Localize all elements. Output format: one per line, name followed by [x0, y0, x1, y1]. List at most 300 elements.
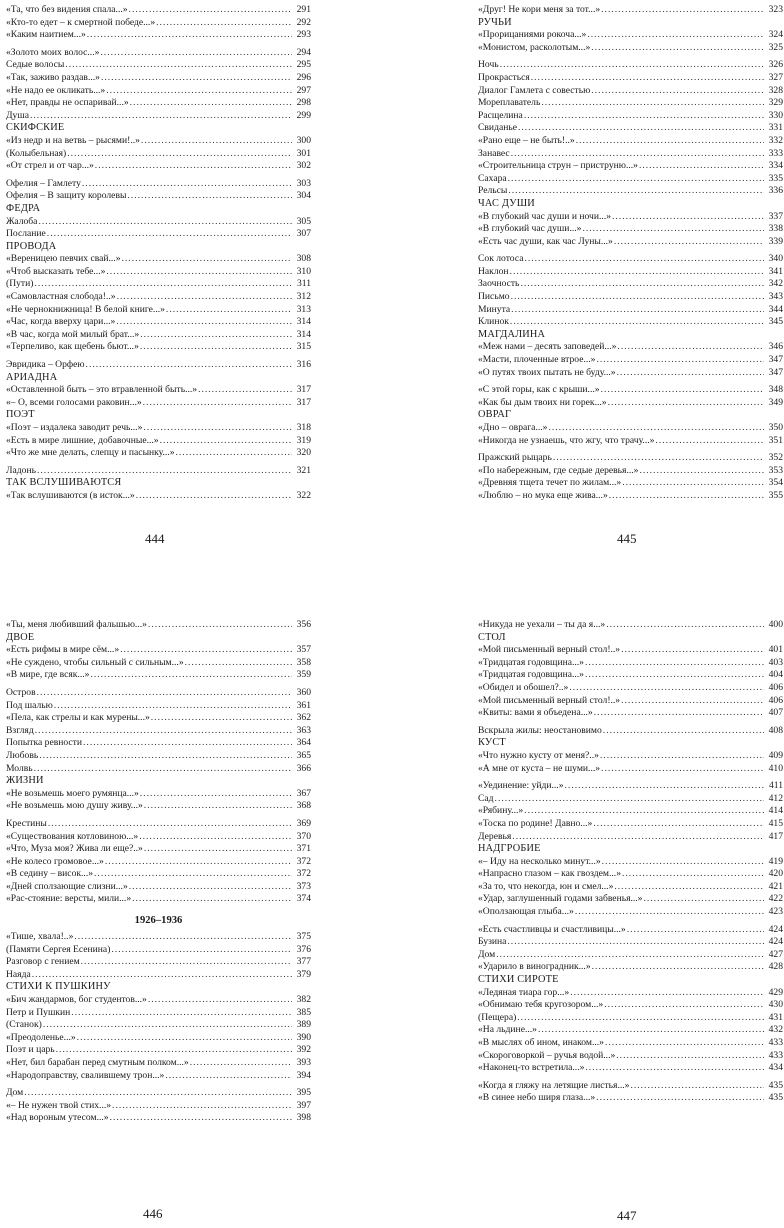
entry-page-number: 301	[296, 147, 311, 159]
toc-entry	[478, 1012, 783, 1025]
entry-title: «Дно – оврага...»	[478, 422, 548, 433]
entry-page-number: 372	[296, 868, 311, 880]
toc-entry	[478, 236, 783, 249]
entry-title: «Мой письменный верный стол!..»	[478, 644, 621, 656]
toc-entry	[6, 1032, 311, 1045]
dot-leader	[67, 148, 292, 161]
entry-title: «Меж нами – десять заповедей...»	[478, 341, 617, 353]
toc-entry	[6, 725, 311, 738]
dot-leader	[508, 185, 764, 198]
dot-leader	[565, 780, 764, 793]
entry-page-number: 367	[296, 787, 311, 799]
entry-title: «Поэт – издалека заводит речь...»	[6, 422, 143, 433]
dot-leader	[591, 85, 764, 98]
dot-leader	[37, 465, 292, 478]
entry-page-number: 311	[296, 278, 311, 290]
entry-page-number: 327	[768, 71, 783, 83]
dot-leader	[111, 944, 292, 957]
toc-entry	[478, 465, 783, 478]
entry-page-number: 339	[768, 235, 783, 247]
entry-page-number: 366	[296, 762, 311, 774]
toc-entry	[478, 619, 783, 632]
dot-leader	[511, 148, 764, 161]
toc-entry	[478, 961, 783, 974]
dot-leader	[616, 1050, 764, 1063]
section-heading: ПОЭТ	[6, 409, 35, 421]
entry-title: «Есть в мире лишние, добавочные...»	[6, 434, 159, 446]
toc-entry	[6, 422, 311, 435]
toc-entry	[478, 725, 783, 738]
entry-page-number: 412	[768, 792, 783, 804]
entry-title: «Вереницею певчих свай...»	[6, 253, 121, 265]
toc-entry	[6, 881, 311, 894]
entry-title: Сок лотоса	[478, 253, 524, 265]
dot-leader	[48, 818, 292, 831]
entry-page-number: 390	[296, 1031, 311, 1043]
entry-page-number: 419	[768, 855, 783, 867]
entry-page-number: 354	[768, 477, 783, 489]
entry-page-number: 356	[296, 619, 311, 630]
dot-leader	[148, 994, 292, 1007]
page-446	[6, 619, 311, 1221]
dot-leader	[74, 931, 292, 944]
toc-entry	[478, 750, 783, 763]
dot-leader	[81, 956, 292, 969]
toc-entry	[6, 178, 311, 191]
section-heading: ТАК ВСЛУШИВАЮТСЯ	[6, 477, 122, 489]
entry-page-number: 358	[296, 656, 311, 668]
entry-page-number: 430	[768, 999, 783, 1011]
entry-title: Попытка ревности	[6, 737, 83, 749]
toc-entry	[478, 173, 783, 186]
toc-entry	[6, 644, 311, 657]
entry-title: Офелия – Гамлету	[6, 177, 81, 189]
entry-page-number: 423	[768, 906, 783, 918]
toc-entry	[478, 85, 783, 98]
toc-entry	[478, 185, 783, 198]
entry-title: «Друг! Не кори меня за тот...»	[478, 4, 601, 15]
toc-entry	[6, 750, 311, 763]
dot-leader	[86, 359, 292, 372]
dot-leader	[143, 397, 292, 410]
toc-entry	[478, 367, 783, 380]
entry-title: (Колыбельная)	[6, 147, 67, 159]
toc-entry	[478, 452, 783, 465]
entry-page-number: 314	[296, 316, 311, 328]
dot-leader	[143, 422, 292, 435]
toc-entry	[6, 59, 311, 72]
dot-leader	[56, 1044, 292, 1057]
toc-entry	[6, 316, 311, 329]
entry-page-number: 375	[296, 931, 311, 943]
entry-title: «Наконец-то встретила...»	[478, 1062, 585, 1074]
toc-entry	[6, 384, 311, 397]
entry-title: «Есть рифмы в мире сём...»	[6, 644, 120, 656]
entry-title: «Каким наитием...»	[6, 29, 86, 41]
entry-page-number: 320	[296, 447, 311, 459]
toc-entry	[478, 793, 783, 806]
dot-leader	[77, 1032, 292, 1045]
toc-entry	[478, 59, 783, 72]
toc-entry	[478, 304, 783, 317]
entry-page-number: 313	[296, 303, 311, 315]
entry-page-number: 334	[768, 160, 783, 172]
entry-title: «Что нужно кусту от меня?..»	[478, 749, 599, 761]
entry-title: «Нет, правды не оспаривай...»	[6, 97, 129, 109]
dot-leader	[548, 422, 764, 435]
dot-leader	[32, 969, 292, 982]
entry-title: «Квиты: вами я объедена...»	[478, 707, 593, 719]
entry-title: «По набережным, где седые деревья...»	[478, 464, 639, 476]
entry-title: «Из недр и на ветвь – рысями!..»	[6, 134, 140, 146]
toc-entry	[6, 447, 311, 460]
entry-title: «Что же мне делать, слепцу и пасынку...»	[6, 447, 175, 459]
dot-leader	[524, 805, 764, 818]
toc-entry	[6, 1112, 311, 1125]
section-heading: СКИФСКИЕ	[6, 122, 65, 134]
entry-page-number: 389	[296, 1019, 311, 1031]
entry-title: «Есть час души, как час Луны...»	[478, 235, 613, 247]
dot-leader	[604, 999, 764, 1012]
entry-page-number: 350	[768, 422, 783, 433]
dot-leader	[83, 737, 292, 750]
toc-entry	[478, 477, 783, 490]
entry-page-number: 325	[768, 41, 783, 53]
entry-page-number: 410	[768, 762, 783, 774]
entry-page-number: 357	[296, 644, 311, 656]
entry-page-number: 317	[296, 396, 311, 408]
dot-leader	[144, 843, 292, 856]
dot-leader	[94, 868, 292, 881]
toc-entry	[478, 1037, 783, 1050]
entry-page-number: 428	[768, 961, 783, 973]
entry-page-number: 415	[768, 817, 783, 829]
dot-leader	[585, 657, 764, 670]
dot-leader	[34, 278, 292, 291]
entry-title: Молвь	[6, 762, 33, 774]
toc-entry	[6, 253, 311, 266]
toc-entry	[478, 805, 783, 818]
dot-leader	[596, 354, 764, 367]
entry-page-number: 332	[768, 134, 783, 146]
dot-leader	[585, 1062, 764, 1075]
entry-page-number: 347	[768, 354, 783, 366]
dot-leader	[510, 266, 764, 279]
page-number: 446	[143, 1206, 163, 1221]
dot-leader	[605, 1037, 764, 1050]
toc-entry	[6, 1007, 311, 1020]
dot-leader	[140, 329, 292, 342]
entry-title: Заочность	[478, 278, 520, 290]
dot-leader	[594, 707, 764, 720]
dot-leader	[140, 341, 292, 354]
toc-entry	[478, 831, 783, 844]
toc-entry	[6, 956, 311, 969]
dot-leader	[601, 4, 764, 17]
toc-entry	[478, 924, 783, 937]
dot-leader	[622, 477, 764, 490]
entry-page-number: 337	[768, 210, 783, 222]
entry-title: «Нет, бил барабан перед смутным полком...»	[6, 1057, 189, 1068]
section-heading: ФЕДРА	[6, 202, 41, 214]
section-heading: АРИАДНА	[6, 371, 58, 383]
entry-page-number: 347	[768, 366, 783, 378]
entry-title: «Преодоленье...»	[6, 1031, 76, 1043]
entry-page-number: 369	[296, 817, 311, 829]
entry-page-number: 317	[296, 384, 311, 396]
dot-leader	[609, 490, 764, 503]
toc-entry	[6, 160, 311, 173]
dot-leader	[95, 160, 292, 173]
entry-page-number: 433	[768, 1037, 783, 1048]
dot-leader	[110, 1112, 292, 1125]
entry-page-number: 427	[768, 948, 783, 960]
dot-leader	[582, 223, 764, 236]
dot-leader	[541, 97, 764, 110]
entry-title: «Кто-то едет – к смертной победе...»	[6, 16, 156, 28]
entry-page-number: 335	[768, 172, 783, 184]
dot-leader	[130, 97, 292, 110]
dot-leader	[630, 1080, 764, 1093]
entry-page-number: 304	[296, 190, 311, 202]
entry-page-number: 319	[296, 434, 311, 446]
entry-title: «Не возьмешь моего румянца...»	[6, 787, 139, 799]
toc-entry	[6, 868, 311, 881]
toc-entry	[478, 29, 783, 42]
entry-page-number: 362	[296, 712, 311, 724]
entry-title: Расщелина	[478, 109, 523, 121]
toc-entry	[6, 788, 311, 801]
entry-title: «Тридцатая годовщина...»	[478, 656, 584, 668]
toc-entry	[6, 763, 311, 776]
dot-leader	[601, 384, 764, 397]
dot-leader	[37, 687, 292, 700]
dot-leader	[166, 304, 292, 317]
dot-leader	[524, 110, 764, 123]
toc-entry	[478, 657, 783, 670]
entry-page-number: 307	[296, 228, 311, 240]
dot-leader	[524, 253, 764, 266]
dot-leader	[185, 657, 292, 670]
dot-leader	[602, 856, 764, 869]
entry-page-number: 429	[768, 986, 783, 998]
entry-title: «Оползающая глыба...»	[478, 906, 574, 918]
entry-title: «Существования котловиною...»	[6, 830, 139, 842]
entry-page-number: 297	[296, 84, 311, 96]
entry-page-number: 328	[768, 84, 783, 96]
entry-title: «Над вороным утесом...»	[6, 1112, 109, 1124]
toc-entry	[6, 1044, 311, 1057]
entry-page-number: 417	[768, 830, 783, 842]
entry-page-number: 363	[296, 724, 311, 736]
toc-entry	[6, 329, 311, 342]
entry-page-number: 408	[768, 724, 783, 736]
toc-entry	[478, 160, 783, 173]
entry-page-number: 312	[296, 291, 311, 303]
entry-page-number: 401	[768, 644, 783, 656]
toc-entry	[6, 669, 311, 682]
entry-title: «На льдине...»	[478, 1024, 537, 1036]
entry-page-number: 414	[768, 805, 783, 817]
entry-title: «Не чернокнижница! В белой книге...»	[6, 303, 165, 315]
toc-entry	[478, 316, 783, 329]
entry-page-number: 398	[296, 1112, 311, 1124]
toc-entry	[478, 1062, 783, 1075]
dot-leader	[531, 72, 764, 85]
toc-entry	[478, 42, 783, 55]
entry-page-number: 435	[768, 1092, 783, 1104]
toc-entry	[478, 669, 783, 682]
entry-page-number: 351	[768, 434, 783, 446]
entry-title: (Пещера)	[478, 1011, 517, 1023]
toc-entry	[6, 278, 311, 291]
entry-page-number: 404	[768, 669, 783, 681]
toc-entry	[6, 1019, 311, 1032]
entry-title: «Пела, как стрелы и как мурены...»	[6, 712, 150, 724]
toc-entry	[478, 707, 783, 720]
entry-page-number: 403	[768, 656, 783, 668]
entry-page-number: 409	[768, 749, 783, 761]
entry-title: «В мире, где всяк...»	[6, 669, 90, 681]
toc-entry	[6, 700, 311, 713]
entry-title: «Строительница струн – приструню...»	[478, 160, 638, 172]
dot-leader	[65, 59, 292, 72]
entry-title: Жалоба	[6, 215, 38, 227]
dot-leader	[639, 465, 764, 478]
toc-entry	[478, 422, 783, 435]
dot-leader	[116, 316, 292, 329]
entry-page-number: 365	[296, 749, 311, 761]
dot-leader	[608, 397, 764, 410]
entry-page-number: 400	[768, 619, 783, 630]
dot-leader	[512, 831, 764, 844]
dot-leader	[600, 750, 764, 763]
toc-entry	[6, 17, 311, 30]
entry-title: «Тоска по родине! Давно...»	[478, 817, 593, 829]
toc-entry	[478, 72, 783, 85]
dot-leader	[570, 987, 764, 1000]
entry-title: Сахара	[478, 172, 507, 184]
entry-page-number: 359	[296, 669, 311, 681]
toc-entry	[478, 868, 783, 881]
section-heading: МАГДАЛИНА	[478, 328, 546, 340]
entry-title: «Не колесо громовое...»	[6, 855, 104, 867]
section-heading: СТИХИ СИРОТЕ	[478, 974, 559, 986]
dot-leader	[511, 304, 764, 317]
dot-leader	[122, 253, 293, 266]
entry-title: «Час, когда вверху цари...»	[6, 316, 116, 328]
dot-leader	[569, 682, 764, 695]
entry-title: «Никогда не узнаешь, что жгу, что трачу...»	[478, 434, 655, 446]
entry-title: «Удар, заглушенный годами забвенья...»	[478, 893, 643, 905]
entry-title: «Обидел и обошел?..»	[478, 681, 569, 693]
dot-leader	[495, 793, 764, 806]
entry-title: «О путях твоих пытать не буду...»	[478, 366, 616, 378]
entry-title: Сад	[478, 792, 494, 804]
section-heading: СТОЛ	[478, 631, 506, 643]
toc-entry	[6, 1087, 311, 1100]
entry-title: «С этой горы, как с крыши...»	[478, 384, 600, 396]
dot-leader	[82, 178, 292, 191]
entry-page-number: 372	[296, 855, 311, 867]
dot-leader	[198, 384, 292, 397]
dot-leader	[43, 1019, 292, 1032]
dot-leader	[511, 291, 764, 304]
entry-title: «Обнимаю тебя кругозором...»	[478, 999, 604, 1011]
entry-page-number: 338	[768, 223, 783, 235]
entry-title: «– Иду на несколько минут...»	[478, 855, 601, 867]
dot-leader	[655, 435, 764, 448]
toc-entry	[478, 354, 783, 367]
dot-leader	[151, 712, 292, 725]
toc-entry	[478, 949, 783, 962]
entry-title: (Пути)	[6, 278, 34, 290]
dot-leader	[144, 800, 292, 813]
toc-entry	[6, 490, 311, 503]
dot-leader	[39, 750, 292, 763]
entry-page-number: 340	[768, 253, 783, 265]
section-heading: КУСТ	[478, 737, 506, 749]
toc-entry	[478, 906, 783, 919]
entry-page-number: 330	[768, 109, 783, 121]
entry-page-number: 343	[768, 291, 783, 303]
entry-title: Офелия – В защиту королевы	[6, 190, 127, 202]
toc-entry	[6, 190, 311, 203]
toc-entry	[478, 490, 783, 503]
entry-title: Ночь	[478, 59, 499, 71]
dot-leader	[593, 818, 764, 831]
entry-page-number: 374	[296, 893, 311, 905]
toc-entry	[6, 800, 311, 813]
entry-page-number: 407	[768, 707, 783, 719]
entry-title: «Не суждено, чтобы сильный с сильным...»	[6, 656, 184, 668]
toc-entry	[6, 29, 311, 42]
entry-page-number: 434	[768, 1062, 783, 1074]
toc-entry	[6, 228, 311, 241]
section-heading: РУЧЬИ	[478, 16, 512, 28]
entry-title: Прокрасться	[478, 71, 530, 83]
entry-page-number: 348	[768, 384, 783, 396]
dot-leader	[518, 122, 764, 135]
entry-title: «Ты, меня любивший фальшью...»	[6, 619, 147, 630]
entry-title: «Та, что без видения спала...»	[6, 4, 128, 15]
dot-leader	[140, 788, 292, 801]
entry-title: «Ледяная тиара гор...»	[478, 986, 570, 998]
entry-title: Наклон	[478, 265, 509, 277]
toc-entry	[478, 291, 783, 304]
toc-list	[478, 619, 783, 1105]
entry-title: «Рано еще – не быть!..»	[478, 134, 575, 146]
entry-page-number: 342	[768, 278, 783, 290]
dot-leader	[621, 695, 764, 708]
dot-leader	[34, 763, 292, 776]
entry-page-number: 333	[768, 147, 783, 159]
toc-entry	[6, 110, 311, 123]
entry-page-number: 411	[768, 780, 783, 792]
entry-page-number: 291	[296, 4, 311, 15]
entry-title: (Памяти Сергея Есенина)	[6, 943, 111, 955]
entry-title: «Так, заживо раздав...»	[6, 71, 100, 83]
toc-entry	[478, 999, 783, 1012]
entry-page-number: 326	[768, 59, 783, 71]
toc-entry	[478, 397, 783, 410]
toc-entry	[478, 435, 783, 448]
entry-title: «Есть счастливцы и счастливицы...»	[478, 923, 626, 935]
dot-leader	[120, 644, 292, 657]
dot-leader	[496, 949, 764, 962]
dot-leader	[596, 1092, 764, 1105]
entry-title: «Ударило в виноградник...»	[478, 961, 591, 973]
